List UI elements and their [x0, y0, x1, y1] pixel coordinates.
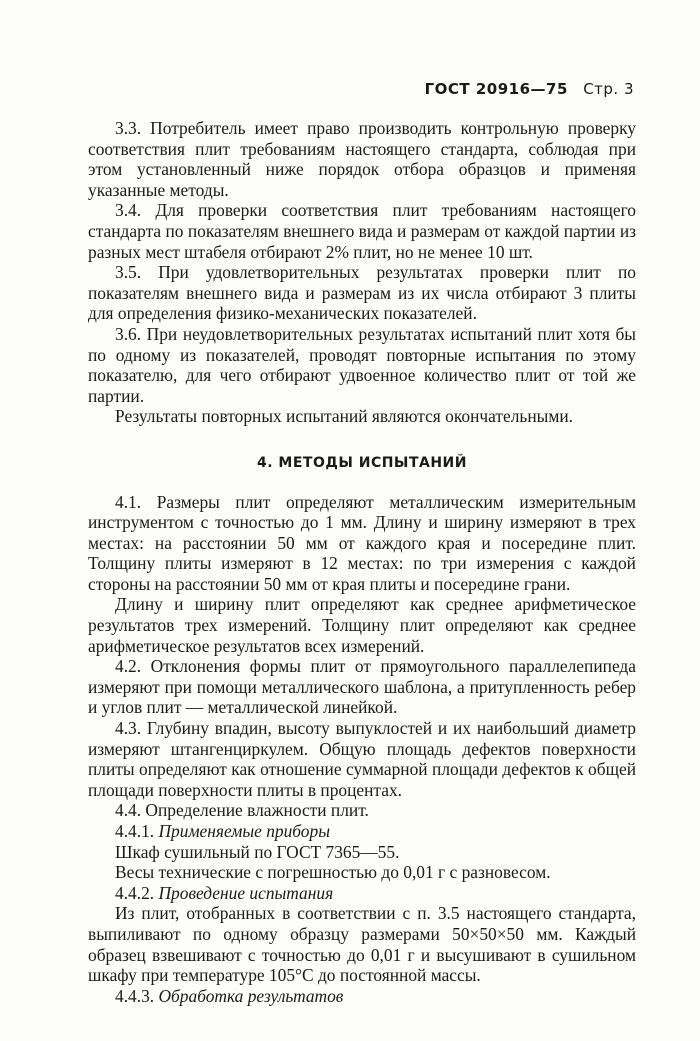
standard-number: ГОСТ 20916—75 [424, 80, 568, 98]
clause-4-4: 4.4. Определение влажности плит. [115, 800, 369, 821]
clause-4-4-2-title: Проведение испытания [158, 882, 334, 903]
clause-4-4-1 [88, 821, 636, 842]
clause-4-1: 4.1. Размеры плит определяют металлическим измерительным инструментом с точностью до 1 мм. Длину и ширину измеряют в трех местах: на расстоянии 50 мм от каждого края и посередине плит. Толщину плиты измеряют в 12 местах: по три измерения с каждой стороны на расстоянии 50 мм от края плиты и посередине грани. [88, 491, 636, 594]
clause-4-2: 4.2. Отклонения формы плит от прямоугольного параллелепипеда измеряют при помощи металлического шаблона, а притупленность ребер и углов плит — металлической линейкой. [88, 656, 636, 718]
clause-3-6-note: Результаты повторных испытаний являются окончательными. [115, 406, 574, 427]
clause-4-3: 4.3. Глубину впадин, высоту выпуклостей и их наибольший диаметр измеряют штангенциркулем. Общую площадь дефектов поверхности плиты определяют как отношение суммарной площади дефектов к общей площади поверхности плиты в процентах. [88, 718, 636, 800]
clause-4-4-1-title: Применяемые приборы [158, 821, 330, 841]
clause-3-4: 3.4. Для проверки соответствия плит требованиям настоящего стандарта по показателям внешнего вида и размерам от каждой партии из разных мест штабеля отбирают 2% плит, но не менее 10 шт. [88, 200, 636, 262]
page-header [425, 80, 634, 98]
clause-4-4-2 [88, 883, 636, 904]
clause-3-3: 3.3. Потребитель имеет право производить контрольную проверку соответствия плит требованиям настоящего стандарта, соблюдая при этом установленный ниже порядок отбора образцов и применяя указанные методы. [88, 118, 636, 200]
procedure-text: Из плит, отобранных в соответствии с п. 3.5 настоящего стандарта, выпиливают по одному образцу размерами 50×50×50 мм. Каждый образец взвешивают с точностью до 0,01 г и высушивают в сушильном шкафу при температуре 105°С до постоянной массы. [88, 903, 636, 986]
clause-3-5: 3.5. При удовлетворительных результатах проверки плит по показателям внешнего вида и размерам из их числа отбирают 3 плиты для определения физико-механических показателей. [88, 262, 636, 324]
clause-4-4-3-title: Обработка результатов [158, 985, 344, 1006]
clause-4-1-cont: Длину и ширину плит определяют как среднее арифметическое результатов трех измерений. Толщину плит определяют как среднее арифметическое результатов всех измерений. [88, 594, 636, 656]
page-number: Стр. 3 [583, 80, 634, 98]
clause-4-4-3-number: 4.4.3. [115, 985, 155, 1006]
section-heading: 4. МЕТОДЫ ИСПЫТАНИЙ [257, 454, 467, 471]
clause-4-4-3 [88, 986, 636, 1007]
body-text [88, 118, 636, 1006]
equipment-dryer: Шкаф сушильный по ГОСТ 7365—55. [115, 841, 400, 862]
clause-4-4-1-number: 4.4.1. [115, 821, 155, 841]
clause-4-4-2-number: 4.4.2. [115, 882, 155, 903]
clause-3-6: 3.6. При неудовлетворительных результатах испытаний плит хотя бы по одному из показателей, проводят повторные испытания по этому показателю, для чего отбирают удвоенное количество плит от той же партии. [88, 323, 636, 406]
equipment-scales: Весы технические с погрешностью до 0,01 г с разновесом. [115, 862, 551, 883]
